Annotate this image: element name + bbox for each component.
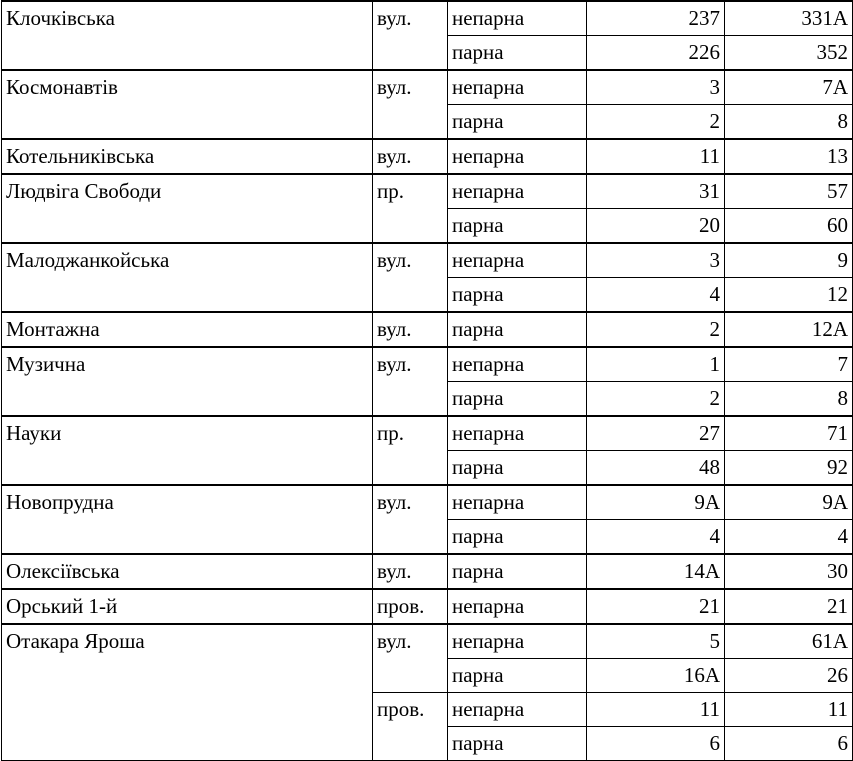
street-type <box>373 520 448 555</box>
house-number-to: 30 <box>725 554 853 589</box>
house-side: парна <box>448 451 587 486</box>
house-number-to: 4 <box>725 520 853 555</box>
house-number-from: 14А <box>587 554 725 589</box>
street-type <box>373 659 448 693</box>
street-type: вул. <box>373 485 448 520</box>
street-type <box>373 278 448 313</box>
street-type <box>373 209 448 244</box>
table-row <box>2 209 853 244</box>
house-number-from: 6 <box>587 727 725 761</box>
house-number-to: 57 <box>725 174 853 209</box>
house-number-to: 9 <box>725 243 853 278</box>
house-side: непарна <box>448 243 587 278</box>
house-side: парна <box>448 554 587 589</box>
house-number-from: 226 <box>587 36 725 71</box>
house-number-from: 237 <box>587 1 725 36</box>
street-name <box>2 727 373 761</box>
house-side: парна <box>448 36 587 71</box>
house-number-from: 4 <box>587 520 725 555</box>
table-row <box>2 174 853 209</box>
table-row <box>2 485 853 520</box>
house-number-from: 16А <box>587 659 725 693</box>
house-side: непарна <box>448 485 587 520</box>
street-type <box>373 382 448 417</box>
house-side: парна <box>448 105 587 140</box>
street-type: вул. <box>373 243 448 278</box>
street-name: Олексіївська <box>2 554 373 589</box>
street-name <box>2 278 373 313</box>
table-row <box>2 36 853 71</box>
house-number-from: 21 <box>587 589 725 624</box>
table-row <box>2 659 853 693</box>
house-number-to: 92 <box>725 451 853 486</box>
street-type: вул. <box>373 312 448 347</box>
street-type: пр. <box>373 416 448 451</box>
street-name: Малоджанкойська <box>2 243 373 278</box>
street-type: вул. <box>373 70 448 105</box>
house-side: парна <box>448 209 587 244</box>
house-number-from: 9А <box>587 485 725 520</box>
house-side: непарна <box>448 589 587 624</box>
house-number-from: 20 <box>587 209 725 244</box>
house-number-to: 6 <box>725 727 853 761</box>
street-name <box>2 382 373 417</box>
table-row <box>2 70 853 105</box>
street-name: Космонавтів <box>2 70 373 105</box>
street-name: Клочківська <box>2 1 373 36</box>
street-name <box>2 520 373 555</box>
house-number-to: 7 <box>725 347 853 382</box>
street-type: пров. <box>373 693 448 727</box>
table-row <box>2 1 853 36</box>
house-number-from: 27 <box>587 416 725 451</box>
house-side: непарна <box>448 624 587 659</box>
table-row <box>2 589 853 624</box>
house-side: непарна <box>448 139 587 174</box>
house-side: непарна <box>448 70 587 105</box>
street-type <box>373 451 448 486</box>
house-number-from: 3 <box>587 70 725 105</box>
house-number-to: 7А <box>725 70 853 105</box>
street-name <box>2 105 373 140</box>
house-number-from: 2 <box>587 382 725 417</box>
house-number-from: 11 <box>587 139 725 174</box>
street-name <box>2 451 373 486</box>
street-type: пр. <box>373 174 448 209</box>
street-name: Людвіга Свободи <box>2 174 373 209</box>
street-type: вул. <box>373 624 448 659</box>
house-number-from: 48 <box>587 451 725 486</box>
street-name <box>2 36 373 71</box>
house-number-from: 2 <box>587 312 725 347</box>
table-row <box>2 382 853 417</box>
house-number-from: 11 <box>587 693 725 727</box>
street-type <box>373 727 448 761</box>
house-side: непарна <box>448 347 587 382</box>
table-row <box>2 105 853 140</box>
street-name <box>2 693 373 727</box>
street-name: Отакара Яроша <box>2 624 373 659</box>
street-name <box>2 209 373 244</box>
house-number-to: 8 <box>725 105 853 140</box>
street-name: Новопрудна <box>2 485 373 520</box>
table-row <box>2 347 853 382</box>
table-row <box>2 693 853 727</box>
table-row <box>2 416 853 451</box>
table-row <box>2 139 853 174</box>
street-type: пров. <box>373 589 448 624</box>
street-name: Науки <box>2 416 373 451</box>
house-number-to: 26 <box>725 659 853 693</box>
table-row <box>2 451 853 486</box>
street-name: Монтажна <box>2 312 373 347</box>
house-number-to: 9А <box>725 485 853 520</box>
street-name: Музична <box>2 347 373 382</box>
house-side: парна <box>448 312 587 347</box>
house-number-to: 12 <box>725 278 853 313</box>
house-side: парна <box>448 520 587 555</box>
table-row <box>2 312 853 347</box>
house-number-to: 352 <box>725 36 853 71</box>
house-number-from: 2 <box>587 105 725 140</box>
house-number-from: 1 <box>587 347 725 382</box>
house-number-to: 8 <box>725 382 853 417</box>
house-number-to: 71 <box>725 416 853 451</box>
street-type: вул. <box>373 347 448 382</box>
street-type: вул. <box>373 554 448 589</box>
house-side: непарна <box>448 1 587 36</box>
table-row <box>2 520 853 555</box>
house-number-to: 12А <box>725 312 853 347</box>
house-side: парна <box>448 727 587 761</box>
house-number-to: 60 <box>725 209 853 244</box>
house-number-to: 13 <box>725 139 853 174</box>
street-type <box>373 36 448 71</box>
street-name: Котельниківська <box>2 139 373 174</box>
table-row <box>2 554 853 589</box>
house-side: непарна <box>448 416 587 451</box>
street-type <box>373 105 448 140</box>
table-row <box>2 727 853 761</box>
house-side: парна <box>448 382 587 417</box>
house-number-to: 61А <box>725 624 853 659</box>
house-number-to: 331А <box>725 1 853 36</box>
street-name: Орський 1-й <box>2 589 373 624</box>
street-address-table <box>1 0 853 761</box>
house-number-from: 5 <box>587 624 725 659</box>
street-name <box>2 659 373 693</box>
house-number-from: 4 <box>587 278 725 313</box>
house-number-to: 21 <box>725 589 853 624</box>
table-row <box>2 624 853 659</box>
house-number-from: 3 <box>587 243 725 278</box>
house-number-to: 11 <box>725 693 853 727</box>
table-row <box>2 243 853 278</box>
house-side: парна <box>448 659 587 693</box>
house-number-from: 31 <box>587 174 725 209</box>
street-type: вул. <box>373 1 448 36</box>
table-row <box>2 278 853 313</box>
house-side: непарна <box>448 174 587 209</box>
street-type: вул. <box>373 139 448 174</box>
house-side: непарна <box>448 693 587 727</box>
house-side: парна <box>448 278 587 313</box>
